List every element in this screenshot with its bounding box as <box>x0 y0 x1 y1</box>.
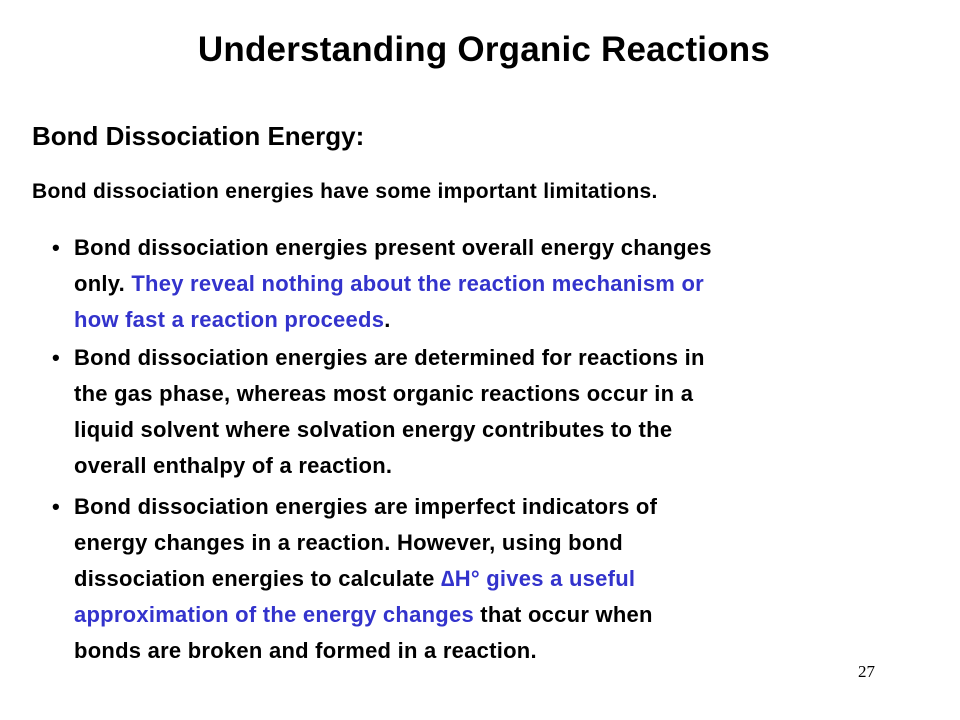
bullet-text: overall enthalpy of a reaction. <box>74 453 393 478</box>
bullet-line <box>74 230 924 266</box>
section-heading: Bond Dissociation Energy: <box>32 121 365 151</box>
bullet-marker: • <box>52 345 60 370</box>
bullet-line <box>74 489 924 525</box>
bullet-marker: • <box>52 235 60 260</box>
bullet-line <box>74 302 924 338</box>
intro-text: Bond dissociation energies have some important limitations. <box>32 180 658 203</box>
bullet-text: liquid solvent where solvation energy contributes to the <box>74 417 673 442</box>
bullet-line <box>74 266 924 302</box>
bullet-line <box>74 561 924 597</box>
bullet-line <box>74 376 924 412</box>
slide-title: Understanding Organic Reactions <box>197 30 771 69</box>
highlighted-text: approximation of the energy changes <box>74 602 474 627</box>
bullet-line <box>74 448 924 484</box>
bullet-line <box>74 340 924 376</box>
highlighted-text: They reveal nothing about the reaction mechanism or <box>131 271 704 296</box>
bullet-item-1 <box>52 230 924 338</box>
bullet-text: . <box>384 307 391 332</box>
bullet-item-2 <box>52 340 924 484</box>
bullet-text: energy changes in a reaction. However, using bond <box>74 530 623 555</box>
highlighted-text: how fast a reaction proceeds <box>74 307 385 332</box>
bullet-text: that occur when <box>473 602 653 627</box>
bullet-text: Bond dissociation energies present overall energy changes <box>74 235 712 260</box>
bullet-text: dissociation energies to calculate <box>74 566 441 591</box>
bullet-text: only. <box>74 271 132 296</box>
bullet-line <box>74 633 924 669</box>
bullet-text: Bond dissociation energies are imperfect indicators of <box>74 494 658 519</box>
bullet-text: Bond dissociation energies are determined for reactions in <box>74 345 705 370</box>
bullet-line <box>74 597 924 633</box>
bullet-line <box>74 412 924 448</box>
highlighted-text: ∆H° gives a useful <box>440 566 636 591</box>
bullet-item-3 <box>52 489 924 669</box>
bullet-line <box>74 525 924 561</box>
bullet-text: bonds are broken and formed in a reaction. <box>74 638 537 663</box>
bullet-marker: • <box>52 494 60 519</box>
bullet-text: the gas phase, whereas most organic reactions occur in a <box>74 381 694 406</box>
page-number: 27 <box>858 662 875 681</box>
